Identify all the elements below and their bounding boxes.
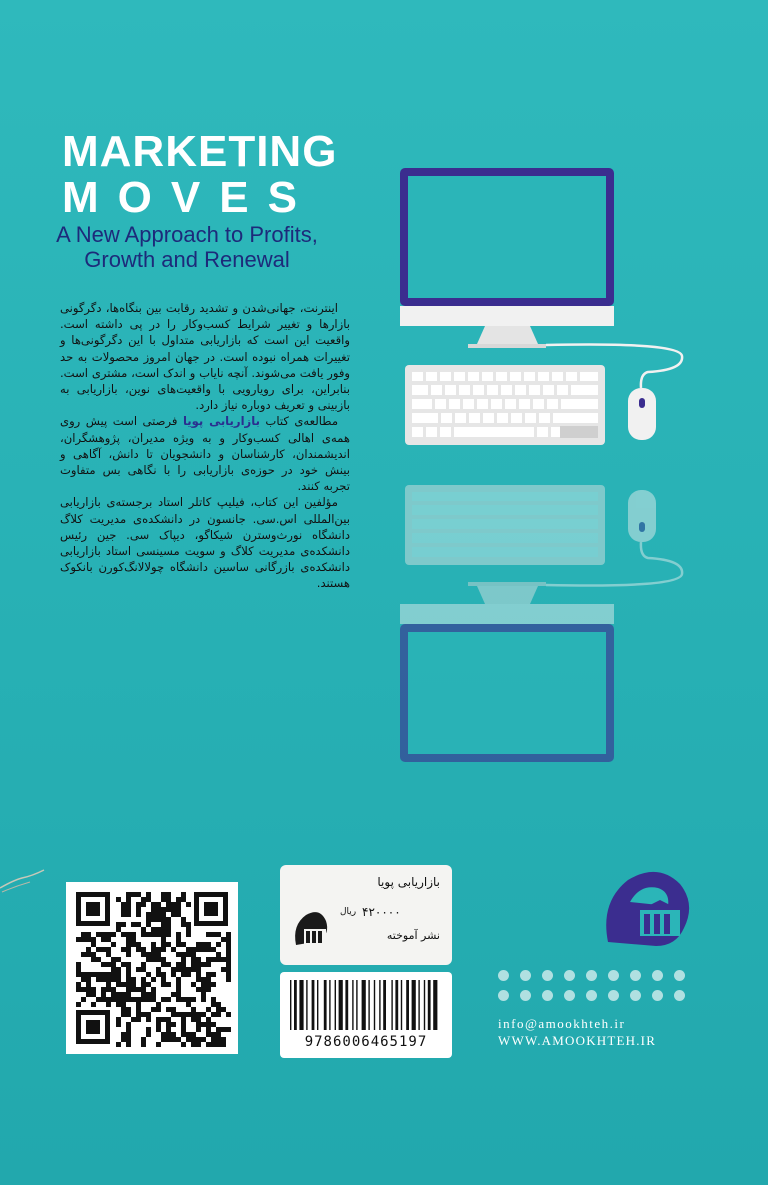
price-publisher: نشر آموخته	[386, 929, 440, 942]
computer-illustration	[390, 160, 710, 780]
price-value: ۴۲۰۰۰۰	[362, 905, 401, 919]
blurb-p2-before: مطالعه‌ی کتاب	[265, 414, 339, 429]
decor-dot	[608, 990, 619, 1001]
decor-dot	[542, 970, 553, 981]
decor-dot	[608, 970, 619, 981]
decor-dot	[564, 970, 575, 981]
qr-code-icon	[66, 882, 238, 1054]
book-title-highlight: بازاریابی پویا	[182, 414, 260, 429]
blurb-paragraph-3: مؤلفین این کتاب، فیلیپ کاتلر استاد برجسته‌ی بازاریابی بین‌المللی اس.سی. جانسون در دانشکده‌ی مدیریت کلاگ دانشگاه نورث‌وسترن شیکاگو، دیپاک سی. جین رئیس دانشکده‌ی مدیریت کلاگ و سویت مسینسی استاد بازاریابی دانشکده‌ی بازرگانی ساسین دانشگاه چولالانگ‌کورن بانکوک هستند.	[60, 495, 350, 591]
decor-dot	[542, 990, 553, 1001]
isbn-barcode	[280, 972, 452, 1058]
blurb-p2-after: فرصتی است پیش روی همه‌ی اهالی کسب‌وکار و به ویژه مدیران، پژوهشگران، اندیشمندان، کارشناسان و دانشجویان تا دانش، آگاهی و بینش خود در حوزه‌ی بازاریابی را با نگاهی بس متفاوت تجربه کنند.	[60, 414, 350, 494]
decor-dot	[630, 990, 641, 1001]
keyboard-icon	[405, 365, 605, 445]
decor-dot	[498, 990, 509, 1001]
price-book-title: بازاریابی پویا	[377, 875, 440, 889]
decor-dot	[630, 970, 641, 981]
publisher-website: WWW.AMOOKHTEH.IR	[498, 1033, 657, 1048]
price-sticker	[280, 865, 452, 965]
blurb	[60, 300, 350, 592]
title-line-1: MARKETING	[62, 127, 338, 176]
decor-dot	[498, 970, 509, 981]
title-line-2: MOVES	[62, 173, 316, 222]
decor-dot	[674, 970, 685, 981]
decorative-dots	[498, 970, 698, 1010]
qr-code	[66, 882, 238, 1054]
price-unit: ریال	[340, 907, 357, 917]
decor-dot	[652, 990, 663, 1001]
publisher-email: info@amookhteh.ir	[498, 1016, 626, 1031]
blurb-paragraph-1: اینترنت، جهانی‌شدن و تشدید رقابت بین بنگاه‌ها، دگرگونی بازارها و تغییر شرایط کسب‌وکار را در پی داشته است. واقعیت این است که بازاریابی متداول با این دگرگونی‌ها و تغییرات همراه نبوده است. در جهان امروز محصولات به حد وفور یافت می‌شوند. آنچه نایاب و اندک است، مشتری است. بنابراین، برای رویارویی با واقعیت‌های نوین، بازاریابی به بازبینی و تعریف دوباره نیاز دارد.	[60, 301, 350, 413]
decor-dot	[674, 990, 685, 1001]
decor-dot	[586, 990, 597, 1001]
publisher-logo-icon	[600, 862, 696, 954]
monitor-icon	[400, 168, 614, 348]
decor-dot	[652, 970, 663, 981]
blurb-paragraph-2	[60, 413, 350, 494]
decor-dot	[520, 970, 531, 981]
mouse-icon	[628, 388, 656, 440]
subtitle: A New Approach to Profits, Growth and Renewal	[56, 222, 318, 272]
decor-dot	[586, 970, 597, 981]
isbn-number: 9786006465197	[304, 1034, 428, 1050]
loose-thread	[0, 860, 60, 900]
decor-dot	[564, 990, 575, 1001]
decor-dot	[520, 990, 531, 1001]
barcode-bars	[280, 972, 452, 1032]
publisher-logo-icon	[290, 905, 332, 951]
